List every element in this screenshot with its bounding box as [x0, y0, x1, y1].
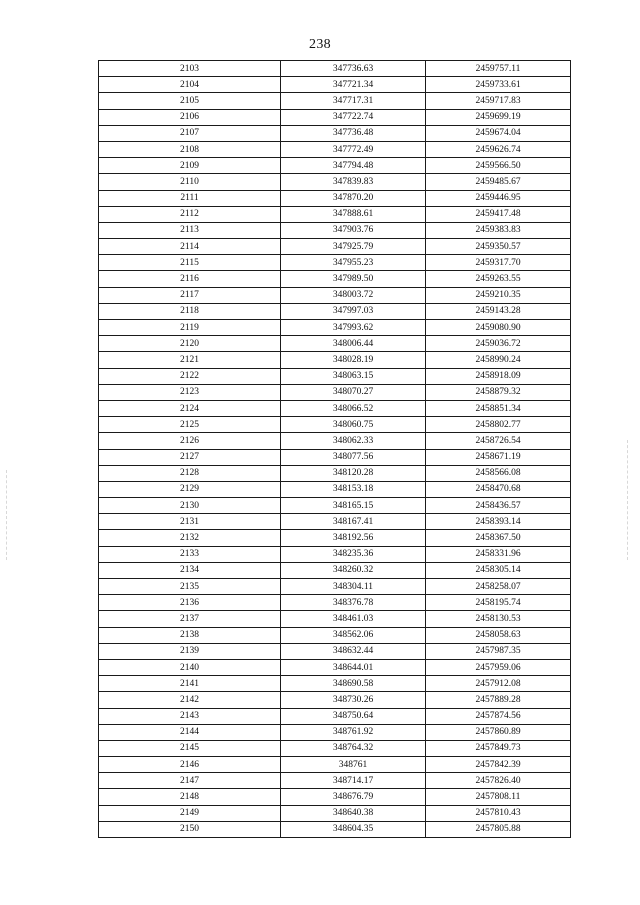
- table-row: [99, 271, 571, 287]
- table-row: [99, 708, 571, 724]
- x-coordinate-cell: 348153.18: [281, 481, 426, 497]
- x-coordinate-cell: 348761.92: [281, 724, 426, 740]
- y-coordinate-cell: 2458566.08: [426, 465, 571, 481]
- y-coordinate-cell: 2458331.96: [426, 546, 571, 562]
- point-number-cell: 2119: [99, 320, 281, 336]
- x-coordinate-cell: 347955.23: [281, 255, 426, 271]
- point-number-cell: 2123: [99, 384, 281, 400]
- y-coordinate-cell: 2459036.72: [426, 336, 571, 352]
- x-coordinate-cell: 347989.50: [281, 271, 426, 287]
- y-coordinate-cell: 2459733.61: [426, 77, 571, 93]
- point-number-cell: 2112: [99, 206, 281, 222]
- x-coordinate-cell: 347721.34: [281, 77, 426, 93]
- x-coordinate-cell: 348676.79: [281, 789, 426, 805]
- x-coordinate-cell: 348260.32: [281, 562, 426, 578]
- table-row: [99, 417, 571, 433]
- table-row: [99, 61, 571, 77]
- point-number-cell: 2111: [99, 190, 281, 206]
- table-row: [99, 174, 571, 190]
- x-coordinate-cell: 348562.06: [281, 627, 426, 643]
- point-number-cell: 2148: [99, 789, 281, 805]
- y-coordinate-cell: 2458258.07: [426, 579, 571, 595]
- table-row: [99, 384, 571, 400]
- table-row: [99, 805, 571, 821]
- x-coordinate-cell: 347925.79: [281, 239, 426, 255]
- y-coordinate-cell: 2457805.88: [426, 821, 571, 837]
- point-number-cell: 2138: [99, 627, 281, 643]
- x-coordinate-cell: 348730.26: [281, 692, 426, 708]
- y-coordinate-cell: 2457826.40: [426, 773, 571, 789]
- table-row: [99, 676, 571, 692]
- x-coordinate-cell: 347722.74: [281, 109, 426, 125]
- point-number-cell: 2114: [99, 239, 281, 255]
- point-number-cell: 2134: [99, 562, 281, 578]
- table-row: [99, 498, 571, 514]
- point-number-cell: 2147: [99, 773, 281, 789]
- table-row: [99, 77, 571, 93]
- x-coordinate-cell: 348165.15: [281, 498, 426, 514]
- point-number-cell: 2126: [99, 433, 281, 449]
- y-coordinate-cell: 2459143.28: [426, 303, 571, 319]
- point-number-cell: 2109: [99, 158, 281, 174]
- x-coordinate-cell: 348192.56: [281, 530, 426, 546]
- y-coordinate-cell: 2458918.09: [426, 368, 571, 384]
- x-coordinate-cell: 348120.28: [281, 465, 426, 481]
- table-row: [99, 627, 571, 643]
- x-coordinate-cell: 348761: [281, 757, 426, 773]
- point-number-cell: 2132: [99, 530, 281, 546]
- point-number-cell: 2145: [99, 740, 281, 756]
- point-number-cell: 2149: [99, 805, 281, 821]
- table-row: [99, 352, 571, 368]
- point-number-cell: 2110: [99, 174, 281, 190]
- x-coordinate-cell: 347736.48: [281, 125, 426, 141]
- point-number-cell: 2150: [99, 821, 281, 837]
- point-number-cell: 2106: [99, 109, 281, 125]
- table-row: [99, 190, 571, 206]
- y-coordinate-cell: 2459417.48: [426, 206, 571, 222]
- point-number-cell: 2116: [99, 271, 281, 287]
- y-coordinate-cell: 2458305.14: [426, 562, 571, 578]
- point-number-cell: 2120: [99, 336, 281, 352]
- point-number-cell: 2103: [99, 61, 281, 77]
- table-row: [99, 125, 571, 141]
- point-number-cell: 2139: [99, 643, 281, 659]
- table-row: [99, 433, 571, 449]
- x-coordinate-cell: 347993.62: [281, 320, 426, 336]
- table-row: [99, 595, 571, 611]
- table-row: [99, 400, 571, 416]
- x-coordinate-cell: 348714.17: [281, 773, 426, 789]
- point-number-cell: 2127: [99, 449, 281, 465]
- table-row: [99, 546, 571, 562]
- x-coordinate-cell: 348006.44: [281, 336, 426, 352]
- y-coordinate-cell: 2457849.73: [426, 740, 571, 756]
- point-number-cell: 2124: [99, 400, 281, 416]
- y-coordinate-cell: 2458726.54: [426, 433, 571, 449]
- coordinate-table-body: [99, 61, 571, 838]
- point-number-cell: 2104: [99, 77, 281, 93]
- x-coordinate-cell: 348304.11: [281, 579, 426, 595]
- y-coordinate-cell: 2457874.56: [426, 708, 571, 724]
- y-coordinate-cell: 2459674.04: [426, 125, 571, 141]
- y-coordinate-cell: 2459626.74: [426, 141, 571, 157]
- x-coordinate-cell: 348062.33: [281, 433, 426, 449]
- y-coordinate-cell: 2458058.63: [426, 627, 571, 643]
- point-number-cell: 2108: [99, 141, 281, 157]
- point-number-cell: 2113: [99, 222, 281, 238]
- table-row: [99, 481, 571, 497]
- table-row: [99, 821, 571, 837]
- x-coordinate-cell: 348632.44: [281, 643, 426, 659]
- y-coordinate-cell: 2459080.90: [426, 320, 571, 336]
- x-coordinate-cell: 348604.35: [281, 821, 426, 837]
- table-row: [99, 141, 571, 157]
- point-number-cell: 2133: [99, 546, 281, 562]
- y-coordinate-cell: 2458990.24: [426, 352, 571, 368]
- y-coordinate-cell: 2459485.67: [426, 174, 571, 190]
- point-number-cell: 2107: [99, 125, 281, 141]
- table-row: [99, 336, 571, 352]
- y-coordinate-cell: 2457842.39: [426, 757, 571, 773]
- point-number-cell: 2121: [99, 352, 281, 368]
- x-coordinate-cell: 348167.41: [281, 514, 426, 530]
- y-coordinate-cell: 2459210.35: [426, 287, 571, 303]
- x-coordinate-cell: 348640.38: [281, 805, 426, 821]
- y-coordinate-cell: 2459317.70: [426, 255, 571, 271]
- point-number-cell: 2122: [99, 368, 281, 384]
- x-coordinate-cell: 348077.56: [281, 449, 426, 465]
- x-coordinate-cell: 347772.49: [281, 141, 426, 157]
- y-coordinate-cell: 2457987.35: [426, 643, 571, 659]
- x-coordinate-cell: 347736.63: [281, 61, 426, 77]
- point-number-cell: 2117: [99, 287, 281, 303]
- point-number-cell: 2135: [99, 579, 281, 595]
- y-coordinate-cell: 2459263.55: [426, 271, 571, 287]
- x-coordinate-cell: 348461.03: [281, 611, 426, 627]
- point-number-cell: 2143: [99, 708, 281, 724]
- x-coordinate-cell: 347839.83: [281, 174, 426, 190]
- point-number-cell: 2105: [99, 93, 281, 109]
- table-row: [99, 158, 571, 174]
- table-row: [99, 206, 571, 222]
- table-row: [99, 659, 571, 675]
- y-coordinate-cell: 2458671.19: [426, 449, 571, 465]
- point-number-cell: 2146: [99, 757, 281, 773]
- point-number-cell: 2142: [99, 692, 281, 708]
- y-coordinate-cell: 2458470.68: [426, 481, 571, 497]
- y-coordinate-cell: 2458130.53: [426, 611, 571, 627]
- x-coordinate-cell: 348003.72: [281, 287, 426, 303]
- y-coordinate-cell: 2459566.50: [426, 158, 571, 174]
- x-coordinate-cell: 348063.15: [281, 368, 426, 384]
- y-coordinate-cell: 2458367.50: [426, 530, 571, 546]
- table-row: [99, 724, 571, 740]
- x-coordinate-cell: 348066.52: [281, 400, 426, 416]
- table-row: [99, 449, 571, 465]
- x-coordinate-cell: 347888.61: [281, 206, 426, 222]
- table-row: [99, 562, 571, 578]
- y-coordinate-cell: 2459383.83: [426, 222, 571, 238]
- table-row: [99, 320, 571, 336]
- point-number-cell: 2141: [99, 676, 281, 692]
- table-row: [99, 93, 571, 109]
- table-row: [99, 692, 571, 708]
- y-coordinate-cell: 2458851.34: [426, 400, 571, 416]
- x-coordinate-cell: 347997.03: [281, 303, 426, 319]
- coordinate-table: [98, 60, 571, 838]
- y-coordinate-cell: 2457810.43: [426, 805, 571, 821]
- table-row: [99, 222, 571, 238]
- y-coordinate-cell: 2458195.74: [426, 595, 571, 611]
- table-row: [99, 239, 571, 255]
- table-row: [99, 514, 571, 530]
- x-coordinate-cell: 348376.78: [281, 595, 426, 611]
- table-row: [99, 643, 571, 659]
- x-coordinate-cell: 348644.01: [281, 659, 426, 675]
- x-coordinate-cell: 347717.31: [281, 93, 426, 109]
- point-number-cell: 2129: [99, 481, 281, 497]
- point-number-cell: 2136: [99, 595, 281, 611]
- table-row: [99, 789, 571, 805]
- y-coordinate-cell: 2459350.57: [426, 239, 571, 255]
- y-coordinate-cell: 2457912.08: [426, 676, 571, 692]
- x-coordinate-cell: 347794.48: [281, 158, 426, 174]
- point-number-cell: 2130: [99, 498, 281, 514]
- table-row: [99, 530, 571, 546]
- table-row: [99, 255, 571, 271]
- point-number-cell: 2128: [99, 465, 281, 481]
- scan-artifact-line: [6, 470, 7, 560]
- y-coordinate-cell: 2458879.32: [426, 384, 571, 400]
- table-row: [99, 611, 571, 627]
- y-coordinate-cell: 2457808.11: [426, 789, 571, 805]
- x-coordinate-cell: 347903.76: [281, 222, 426, 238]
- x-coordinate-cell: 348235.36: [281, 546, 426, 562]
- point-number-cell: 2115: [99, 255, 281, 271]
- x-coordinate-cell: 348060.75: [281, 417, 426, 433]
- table-row: [99, 109, 571, 125]
- table-row: [99, 287, 571, 303]
- y-coordinate-cell: 2459717.83: [426, 93, 571, 109]
- scan-artifact-line: [627, 440, 628, 560]
- point-number-cell: 2125: [99, 417, 281, 433]
- y-coordinate-cell: 2458436.57: [426, 498, 571, 514]
- page-number: 238: [309, 37, 331, 52]
- point-number-cell: 2140: [99, 659, 281, 675]
- y-coordinate-cell: 2457959.06: [426, 659, 571, 675]
- point-number-cell: 2131: [99, 514, 281, 530]
- y-coordinate-cell: 2457860.89: [426, 724, 571, 740]
- table-row: [99, 368, 571, 384]
- table-row: [99, 465, 571, 481]
- point-number-cell: 2118: [99, 303, 281, 319]
- x-coordinate-cell: 347870.20: [281, 190, 426, 206]
- x-coordinate-cell: 348690.58: [281, 676, 426, 692]
- x-coordinate-cell: 348750.64: [281, 708, 426, 724]
- y-coordinate-cell: 2459757.11: [426, 61, 571, 77]
- table-row: [99, 740, 571, 756]
- y-coordinate-cell: 2458802.77: [426, 417, 571, 433]
- table-row: [99, 579, 571, 595]
- y-coordinate-cell: 2458393.14: [426, 514, 571, 530]
- y-coordinate-cell: 2459446.95: [426, 190, 571, 206]
- x-coordinate-cell: 348070.27: [281, 384, 426, 400]
- y-coordinate-cell: 2459699.19: [426, 109, 571, 125]
- y-coordinate-cell: 2457889.28: [426, 692, 571, 708]
- x-coordinate-cell: 348764.32: [281, 740, 426, 756]
- point-number-cell: 2137: [99, 611, 281, 627]
- table-row: [99, 773, 571, 789]
- table-row: [99, 303, 571, 319]
- point-number-cell: 2144: [99, 724, 281, 740]
- x-coordinate-cell: 348028.19: [281, 352, 426, 368]
- table-row: [99, 757, 571, 773]
